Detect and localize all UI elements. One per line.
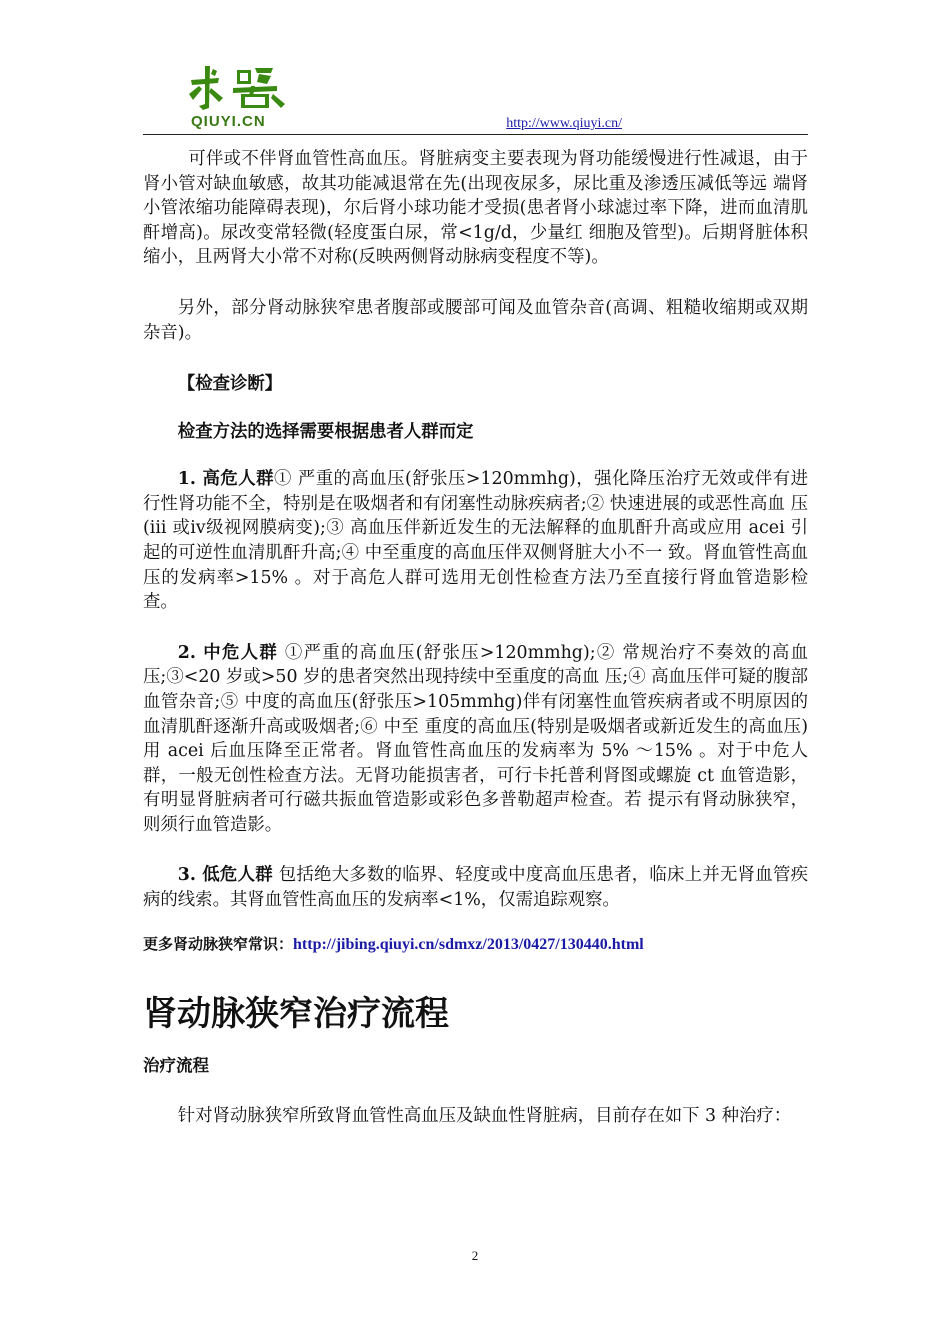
section-heading-diagnosis: 【检查诊断】 xyxy=(177,374,283,395)
more-info-label: 更多肾动脉狭窄常识： xyxy=(143,934,294,953)
document-body xyxy=(143,147,808,1128)
paragraph-treatment-intro: 针对肾动脉狭窄所致肾血管性高血压及缺血性肾脏病，目前存在如下 3 种治疗： xyxy=(177,1105,792,1126)
mid-risk-label: 2. 中危人群 xyxy=(177,642,279,663)
check-method-heading: 检查方法的选择需要根据患者人群而定 xyxy=(177,422,474,443)
paragraph-bruit: 另外，部分肾动脉狭窄患者腹部或腰部可闻及血管杂音(高调、粗糙收缩期或双期杂音)。 xyxy=(143,297,808,343)
high-risk-text: ① 严重的高血压(舒张压>120mmhg)，强化降压治疗无效或伴有进行性肾功能不全，特别是在吸烟者和有闭塞性动脉疾病者;② 快速进展的或恶性高血 压(iii 或ⅳ级视网膜病变);③ 高血压伴新近发生的无法解释的血肌酐升高或应用 acei 引起的可逆性血清肌酐升高;④ 中至重度的高血压伴双侧肾脏大小不一 致。肾血管性高血压的发病率>15% 。对于高危人群可选用无创性检查方法乃至直接行肾血管造影检查。 xyxy=(143,469,808,613)
paragraph-kidney-lesion: 可伴或不伴肾血管性高血压。肾脏病变主要表现为肾功能缓慢进行性减退，由于肾小管对缺血敏感，故其功能减退常在先(出现夜尿多，尿比重及渗透压减低等远 端肾小管浓缩功能障碍表现)，尔后肾小球功能才受损(患者肾小球滤过率下降，进而血清肌酐增高)。尿改变常轻微(轻度蛋白尿，常<1g/d，少量红 细胞及管型)。后期肾脏体积缩小，且两肾大小常不对称(反映两侧肾动脉病变程度不等)。 xyxy=(143,149,808,268)
high-risk-label: 1. 高危人群 xyxy=(177,469,274,490)
logo-wordmark: QIUYI.CN xyxy=(191,113,266,130)
page-title: 肾动脉狭窄治疗流程 xyxy=(143,993,449,1034)
low-risk-label: 3. 低危人群 xyxy=(177,865,273,886)
page-number: 2 xyxy=(471,1248,479,1263)
qiuyi-logo-mark xyxy=(185,64,295,114)
more-info-link[interactable]: http://jibing.qiuyi.cn/sdmxz/2013/0427/130440.html xyxy=(293,935,644,953)
page-header xyxy=(143,56,808,135)
more-info-line xyxy=(143,933,808,956)
treatment-subheading: 治疗流程 xyxy=(143,1055,209,1075)
qiuyi-logo xyxy=(185,64,295,130)
low-risk-text: 包括绝大多数的临界、轻度或中度高血压患者，临床上并无肾血管疾病的线索。其肾血管性高血压的发病率<1%，仅需追踪观察。 xyxy=(143,865,808,911)
paragraph-high-risk xyxy=(143,467,808,615)
paragraph-low-risk xyxy=(143,863,808,912)
header-url-link[interactable]: http://www.qiuyi.cn/ xyxy=(506,116,622,131)
mid-risk-text: ①严重的高血压(舒张压>120mmhg);② 常规治疗不奏效的高血压;③<20 岁或>50 岁的患者突然出现持续中至重度的高血 压;④ 高血压伴可疑的腹部血管杂音;⑤ 中度的高血压(舒张压>105mmhg)伴有闭塞性血管疾病者或不明原因的血清肌酐逐渐升高或吸烟者;⑥ 中至 重度的高血压(特别是吸烟者或新近发生的高血压)用 acei 后血压降至正常者。肾血管性高血压的发病率为 5% ～15% 。对于中危人群，一般无创性检查方法。无肾功能损害者，可行卡托普利肾图或螺旋 ct 血管造影，有明显肾脏病者可行磁共振血管造影或彩色多普勒超声检查。若 提示有肾动脉狭窄，则须行血管造影。 xyxy=(143,642,808,835)
paragraph-mid-risk xyxy=(143,641,808,838)
